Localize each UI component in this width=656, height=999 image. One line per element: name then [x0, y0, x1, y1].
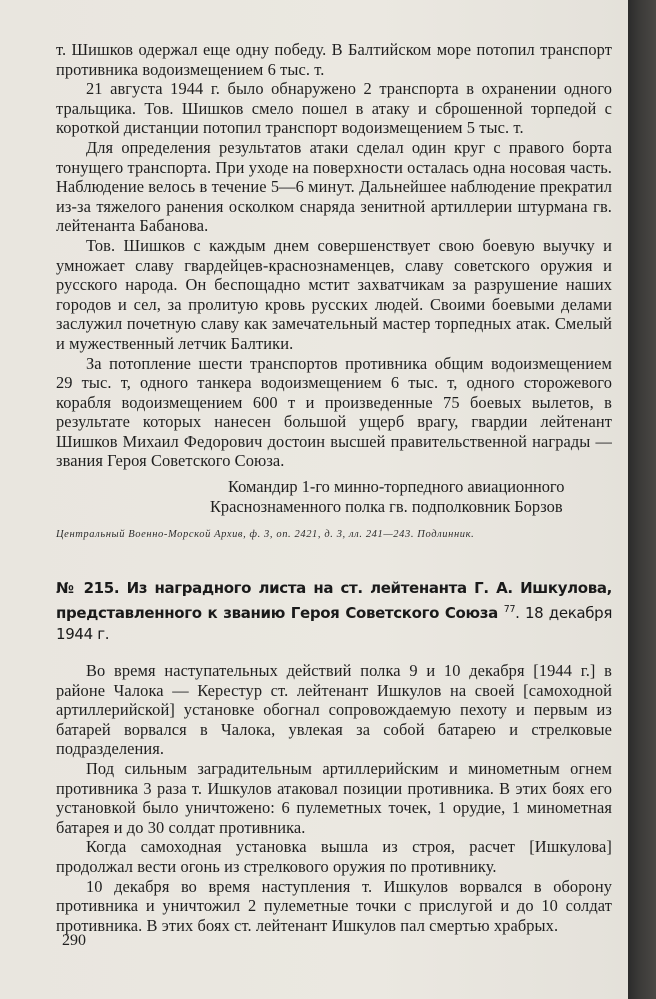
- page-content: [56, 40, 612, 935]
- paragraph: 21 августа 1944 г. было обнаружено 2 транспорта в охранении одного тральщика. Тов. Шишков смело пошел в атаку и сброшенной торпедой с короткой дистанции потопил транспорт водоизмещением 5 тыс. т.: [56, 79, 612, 138]
- paragraph: Когда самоходная установка вышла из строя, расчет [Ишкулова] продолжал вести огонь из стрелкового оружия по противнику.: [56, 837, 612, 876]
- paragraph: 10 декабря во время наступления т. Ишкулов ворвался в оборону противника и уничтожил 2 пулеметные точки с прислугой и до 10 солдат противника. В этих боях ст. лейтенант Ишкулов пал смертью храбрых.: [56, 876, 612, 935]
- page-number: 290: [62, 932, 86, 949]
- book-spine-edge: [628, 0, 656, 999]
- document-heading: [56, 578, 612, 645]
- paragraph: Тов. Шишков с каждым днем совершенствует свою боевую выучку и умножает славу гвардейцев-краснознаменцев, славу советского оружия и русского народа. Он беспощадно мстит захватчикам за разрушение наших городов и сел, за пролитую кровь русских людей. Своими боевыми делами заслужил почетную славу как замечательный мастер торпедных атак. Смелый и мужественный летчик Балтики.: [56, 235, 612, 353]
- signature-line-2: Краснознаменного полка гв. подполковник Борзов: [210, 497, 563, 517]
- document-body: [56, 661, 612, 935]
- signature-line-1: Командир 1-го минно-торпедного авиационного: [228, 477, 565, 497]
- archive-reference: Центральный Военно-Морской Архив, ф. 3, оп. 2421, д. 3, лл. 241—243. Подлинник.: [56, 529, 475, 541]
- signature-block: [56, 477, 612, 517]
- heading-date: . 18 декабря 1944 г.: [56, 604, 612, 644]
- paragraph: Во время наступательных действий полка 9 и 10 декабря [1944 г.] в районе Чалока — Керестур ст. лейтенант Ишкулов на своей [самоходной артиллерийской] установке обогнал сопровождаемую пехоту и первым из батарей ворвался в Чалока, увлекая за собой батарею и стрелковые подразделения.: [56, 661, 612, 759]
- footnote-marker: 77: [503, 604, 516, 616]
- heading-title: № 215. Из наградного листа на ст. лейтенанта Г. А. Ишкулова, представленного к званию Героя Советского Союза: [56, 579, 612, 623]
- paragraph: За потопление шести транспортов противника общим водоизмещением 29 тыс. т, одного танкера водоизмещением 6 тыс. т, одного сторожевого корабля водоизмещением 600 т и произведенные 75 боевых вылетов, в результате которых нанесен большой ущерб врагу, гвардии лейтенант Шишков Михаил Федорович достоин высшей правительственной награды — звания Героя Советского Союза.: [56, 353, 612, 471]
- paragraph: т. Шишков одержал еще одну победу. В Балтийском море потопил транспорт противника водоизмещением 6 тыс. т.: [56, 40, 612, 79]
- paragraph: Для определения результатов атаки сделал один круг с правого борта тонущего транспорта. При уходе на поверхности осталась одна носовая часть. Наблюдение велось в течение 5—6 минут. Дальнейшее наблюдение прекратил из-за тяжелого ранения осколком снаряда зенитной артиллерии штурмана гв. лейтенанта Бабанова.: [56, 137, 612, 236]
- paragraph: Под сильным заградительным артиллерийским и минометным огнем противника 3 раза т. Ишкулов атаковал позиции противника. В этих боях его установкой было уничтожено: 6 пулеметных точек, 1 орудие, 1 минометная батарея и до 30 солдат противника.: [56, 759, 612, 837]
